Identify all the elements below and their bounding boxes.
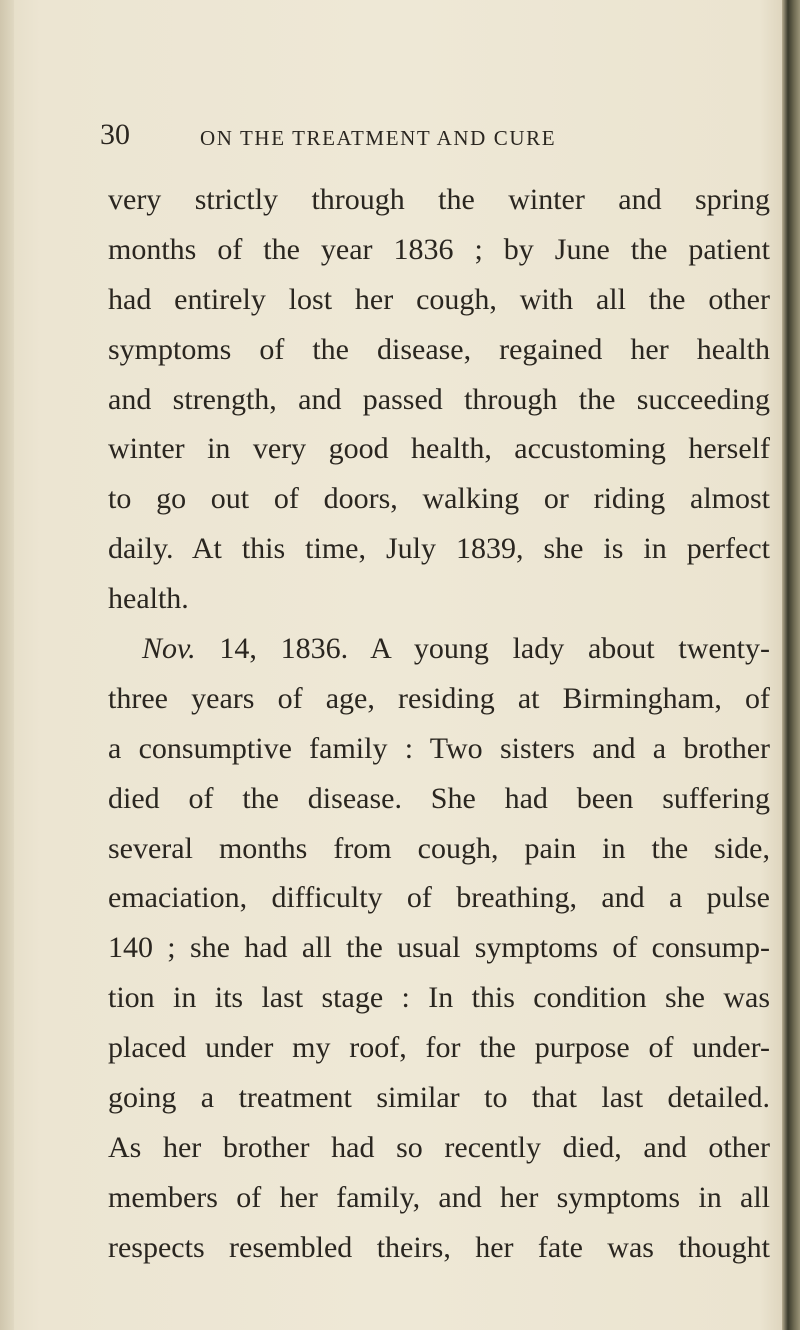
text-line: As her brother had so recently died, and other: [108, 1130, 770, 1164]
text-line: very strictly through the winter and spring: [108, 183, 770, 216]
text-line: 140 ; she had all the usual symptoms of consump-: [108, 931, 770, 965]
text-line: health.: [108, 582, 189, 616]
text-line: several months from cough, pain in the side,: [108, 831, 770, 865]
text-line: died of the disease. She had been suffering: [108, 781, 770, 815]
text-line: to go out of doors, walking or riding almost: [108, 482, 770, 516]
page-header: [100, 118, 780, 158]
text-line: members of her family, and her symptoms in all: [108, 1180, 770, 1214]
text-line: symptoms of the disease, regained her health: [108, 332, 770, 366]
text-line: going a treatment similar to that last detailed.: [108, 1081, 770, 1115]
text-line: respects resembled theirs, her fate was thought: [108, 1230, 770, 1264]
paragraph-start-line: Nov. 14, 1836. A young lady about twenty-: [142, 632, 770, 666]
page-gutter: [0, 0, 14, 1330]
text-line: winter in very good health, accustoming herself: [108, 432, 770, 466]
text-line: and strength, and passed through the succeeding: [108, 382, 770, 416]
text-line: months of the year 1836 ; by June the patient: [108, 232, 770, 266]
page-edge: [782, 0, 800, 1330]
text-line: three years of age, residing at Birmingham, of: [108, 681, 770, 715]
running-head: ON THE TREATMENT AND CURE: [200, 126, 557, 150]
page-number: 30: [100, 118, 130, 151]
text-line: had entirely lost her cough, with all the other: [108, 282, 770, 316]
text-line: emaciation, difficulty of breathing, and a pulse: [108, 881, 770, 915]
body-text: [108, 180, 770, 1278]
text-line: daily. At this time, July 1839, she is in perfect: [108, 532, 770, 566]
date-abbreviation: Nov.: [142, 632, 196, 666]
text-line: a consumptive family : Two sisters and a brother: [108, 731, 770, 765]
text-line: tion in its last stage : In this condition she was: [108, 981, 770, 1015]
text-line: placed under my roof, for the purpose of under-: [108, 1031, 770, 1065]
